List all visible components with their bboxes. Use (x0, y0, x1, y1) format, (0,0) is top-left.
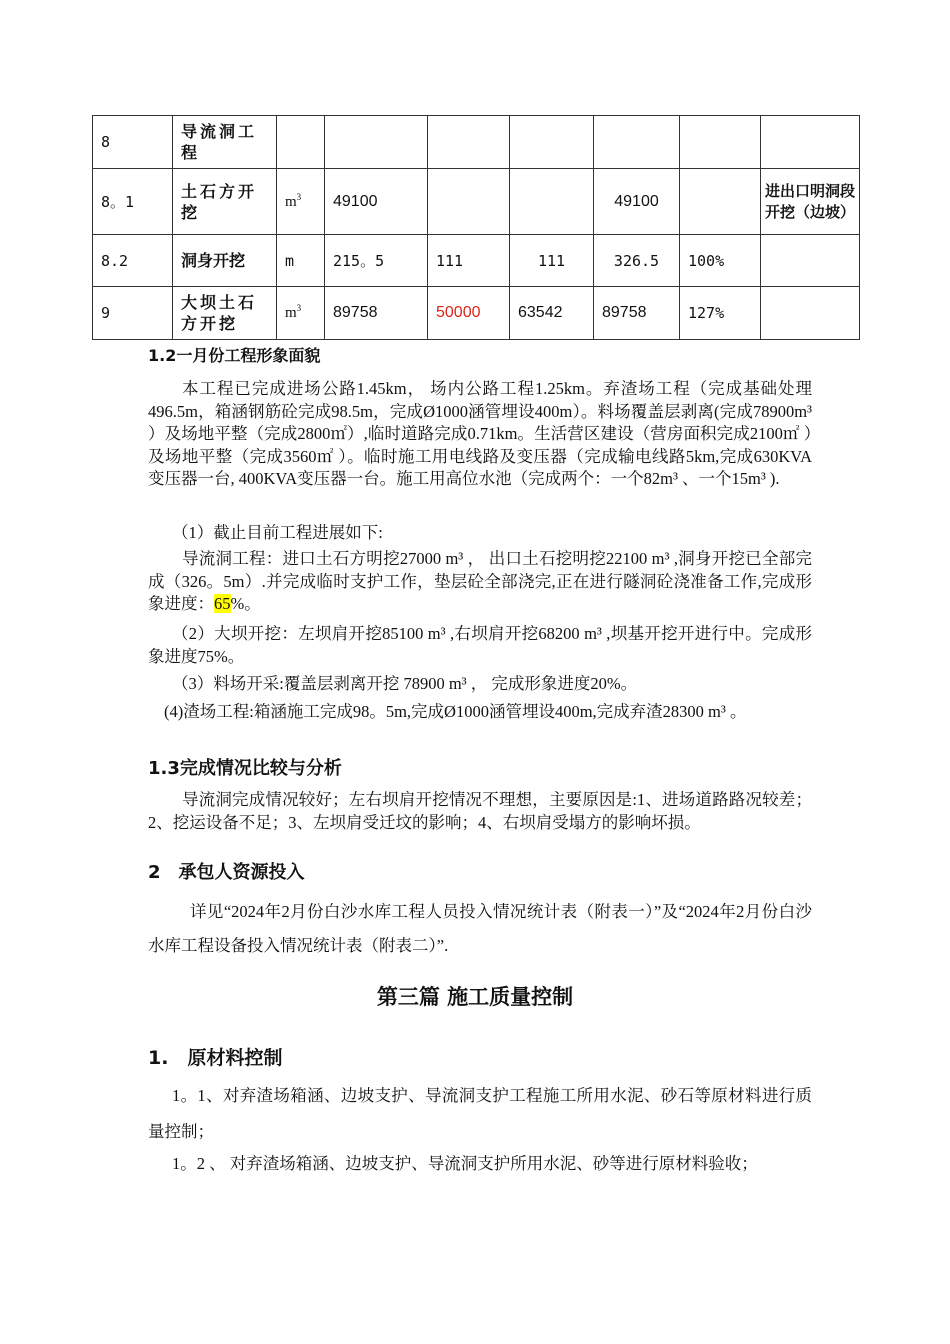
cell (594, 116, 680, 169)
paragraph-text: 导流洞工程：进口土石方明挖27000 m³ ， 出口土石挖明挖22100 m³ ,洞身开挖已全部完成（326。5m）.并完成临时支护工作，垫层砼全部浇完,正在进行隧洞砼浇准备工作,完成形象进度： (148, 549, 812, 613)
cumulative-value: 89758 (594, 287, 680, 340)
unit-sup: 3 (296, 191, 302, 202)
unit: m (285, 193, 297, 210)
cell (761, 116, 860, 169)
monthly-value: 50000 (428, 287, 510, 340)
table-row (93, 116, 860, 169)
item-name: 大坝土石方开挖 (173, 287, 277, 340)
actual-value: 63542 (510, 287, 594, 340)
item-no: 8.2 (93, 235, 173, 287)
percent-value: 127% (680, 287, 761, 340)
unit-cell (277, 169, 325, 235)
paragraph (148, 548, 812, 616)
unit: m (277, 235, 325, 287)
cumulative-value: 326.5 (594, 235, 680, 287)
table-row (93, 287, 860, 340)
percent-value: 100% (680, 235, 761, 287)
unit: m (285, 305, 297, 321)
table-row (93, 169, 860, 235)
cell (428, 116, 510, 169)
item-no: 8。1 (93, 169, 173, 235)
paragraph-text: %。 (230, 594, 261, 613)
paragraph: 本工程已完成进场公路1.45km， 场内公路工程1.25km。弃渣场工程（完成基础处理496.5m，箱涵钢筋砼完成98.5m，完成Ø1000涵管埋设400m）。料场覆盖层剥离(完成78900m³ ）及场地平整（完成2800㎡）,临时道路完成0.71km。生活营区建设（营房面积完成2100㎡ ）及场地平整（完成3560㎡ ）。临时施工用电线路及变压器（完成输电线路5km,完成630KVA变压器一台, 400KVA变压器一台。施工用高位水池（完成两个：一个82m³ 、一个15m³ ). (148, 379, 812, 488)
paragraph: （1）截止目前工程进展如下: (172, 523, 383, 542)
paragraph: 1。2 、 对弃渣场箱涵、边坡支护、导流洞支护所用水泥、砂等进行原材料验收； (172, 1154, 758, 1173)
part-title: 第三篇 施工质量控制 (376, 985, 574, 1009)
cell (761, 235, 860, 287)
cell (510, 116, 594, 169)
paragraph: (4)渣场工程:箱涵施工完成98。5m,完成Ø1000涵管埋设400m,完成弃渣28300 m³ 。 (164, 702, 747, 721)
progress-table (92, 115, 860, 340)
item-no: 8 (93, 116, 173, 169)
item-no: 9 (93, 287, 173, 340)
section-heading-2: 2 承包人资源投入 (148, 862, 305, 883)
monthly-value: 111 (428, 235, 510, 287)
highlighted-value: 65 (214, 594, 231, 613)
paragraph: 导流洞完成情况较好；左右坝肩开挖情况不理想，主要原因是:1、进场道路路况较差；2、挖运设备不足；3、左坝肩受迁坟的影响；4、右坝肩受塌方的影响坏损。 (148, 790, 812, 832)
section-heading-1-3: 1.3完成情况比较与分析 (148, 758, 342, 779)
unit-cell (277, 116, 325, 169)
cell (680, 116, 761, 169)
planned-value: 215。5 (325, 235, 428, 287)
cell (761, 287, 860, 340)
unit-sup: 3 (296, 303, 302, 313)
paragraph: 详见“2024年2月份白沙水库工程人员投入情况统计表（附表一）”及“2024年2月份白沙水库工程设备投入情况统计表（附表二）”. (148, 902, 812, 955)
cell (325, 116, 428, 169)
cumulative-value: 49100 (594, 169, 680, 235)
cell (510, 169, 594, 235)
table-row (93, 235, 860, 287)
actual-value: 111 (510, 235, 594, 287)
cell (428, 169, 510, 235)
remark: 进出口明洞段开挖（边坡） (761, 169, 860, 235)
cell (680, 169, 761, 235)
unit-cell (277, 287, 325, 340)
paragraph: 1。1、对弃渣场箱涵、边坡支护、导流洞支护工程施工所用水泥、砂石等原材料进行质量控制； (148, 1086, 812, 1141)
planned-value: 89758 (325, 287, 428, 340)
paragraph: （2）大坝开挖：左坝肩开挖85100 m³ ,右坝肩开挖68200 m³ ,坝基开挖开进行中。完成形象进度75%。 (148, 624, 812, 666)
section-heading-raw-materials: 1. 原材料控制 (148, 1047, 283, 1069)
paragraph: （3）料场开采:覆盖层剥离开挖 78900 m³ ， 完成形象进度20%。 (172, 674, 638, 693)
section-heading-1-2: 1.2一月份工程形象面貌 (148, 346, 321, 365)
planned-value: 49100 (325, 169, 428, 235)
item-name: 导流洞工程 (173, 116, 277, 169)
item-name: 洞身开挖 (173, 235, 277, 287)
item-name: 土石方开挖 (173, 169, 277, 235)
